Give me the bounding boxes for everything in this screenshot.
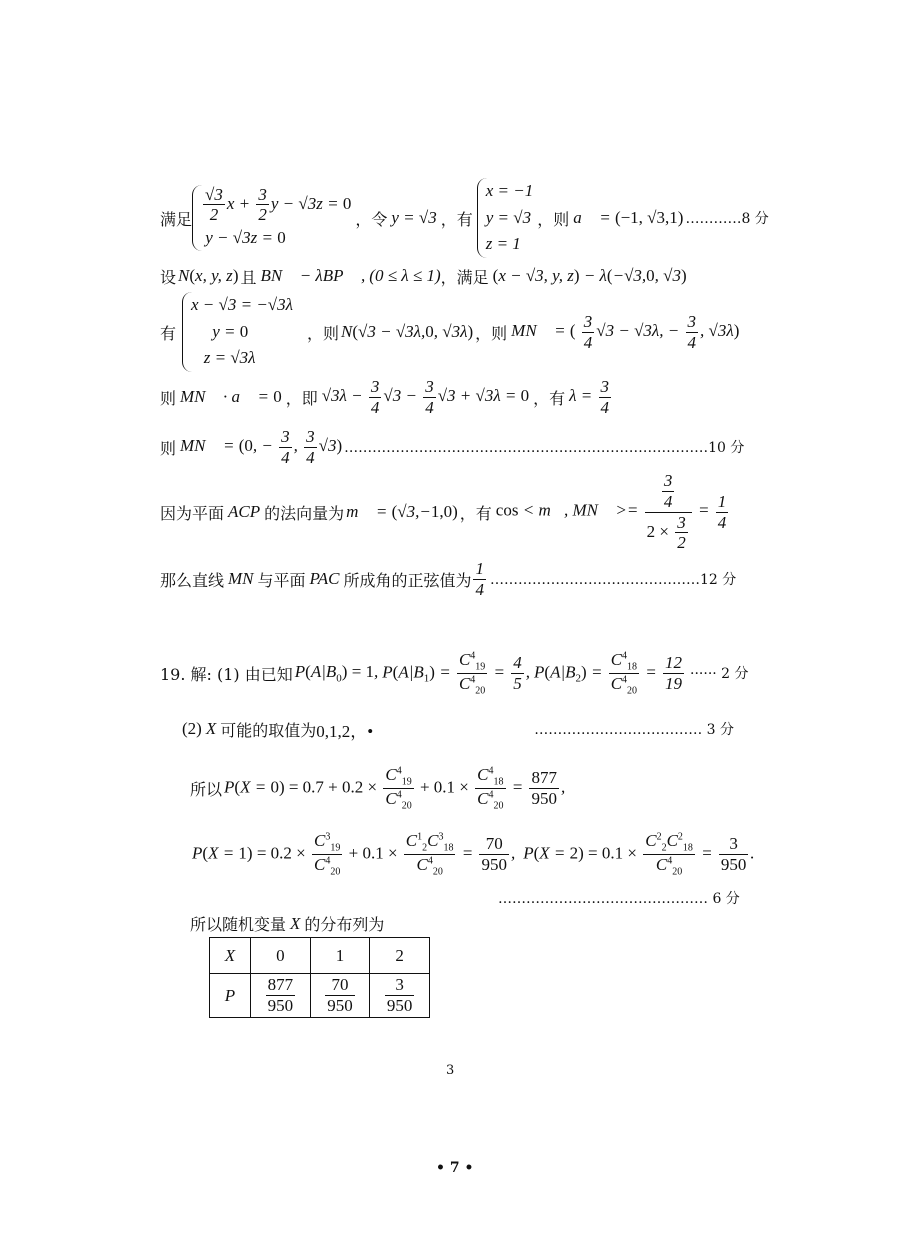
line-p-x0: 所以 P(X = 0) = 0.7 + 0.2 × $\frac{C^4_{19}}{C^4_{20}}$ + 0.1 × $\frac{C^4_{18}}{C^4_{20}}$ = $\frac{877}{950}$ , (190, 764, 566, 811)
line-plane-normal: 因为平面 ACP 的法向量为 m⃗ = (√3,−1,0) ，有 cos < m⃗, MN⃗ >= $\frac{3}{4}$ 2 × $\frac{3}{2}$ = $\frac{1}{4}$ (160, 471, 727, 553)
line-p-x1-x2: P(X = 1) = 0.2 × $\frac{C^3_{19}}{C^4_{20}}$ + 0.1 × $\frac{C^1_2C^3_{18}}{C^4_{20}}$ = $\frac{70}{950}$ , P(X = 2) = 0.1 × $\frac{C^2_2C^2_{18}}{C^4_{20}}$ = $\frac{3}{950}$ . (192, 830, 755, 877)
table-prob-2: $\frac{3}{950}$ (370, 974, 430, 1018)
page-number-inner: 3 (446, 1063, 455, 1078)
label-ze2: ，则 (307, 323, 340, 343)
part2-label: (2) (182, 719, 202, 738)
line-distribution-intro: 所以随机变量 X 的分布列为 (190, 913, 385, 934)
table-value-1: 1 (310, 938, 370, 974)
equation-system-3: x − √3 = −√3λ y = 0 z = √3λ (182, 292, 293, 371)
line-final-answer: 那么直线 MN 与平面 PAC 所成角的正弦值为 $\frac{1}{4}$ ………………………………………12 分 (160, 558, 737, 599)
label-you: ，有 (440, 209, 473, 229)
label-you2: 有 (160, 323, 177, 343)
table-value-0: 0 (251, 938, 311, 974)
distribution-table (209, 937, 430, 1018)
lambda-range: (0 ≤ λ ≤ 1) (369, 266, 441, 285)
table-prob-1: $\frac{70}{950}$ (310, 974, 370, 1018)
label-manzu: 满足 (160, 209, 193, 229)
label-you3: ，有 (533, 388, 566, 408)
label-ji: ，即 (285, 388, 318, 408)
line-mn-vector: 有 x − √3 = −√3λ y = 0 z = √3λ ，则 N(√3 − √3λ,0, √3λ) ，则 MN⃗ = ( $\frac{3}{4}$ √3 − √3λ, − $\frac{3}{4}$ , √3λ) (160, 296, 739, 368)
label-ze: ，则 (537, 209, 570, 229)
score-12: ………………………………………12 分 (489, 572, 737, 588)
label-suoyi: 所以 (190, 779, 223, 799)
part2-text: 可能的取值为 (220, 720, 317, 740)
line-q19-part1: 19. 解: (1) 由已知 $P(A|B_0) = 1$, $P(A|B_1)$ = $\frac{C^4_{19}}{C^4_{20}}$ = $\frac{4}{5}$ , $P(A|B_2)$ = $\frac{C^4_{18}}{C^4_{20}}$ = $\frac{12}{19}$ ······ 2 分 (160, 649, 749, 696)
line-q19-part2: (2) X 可能的取值为 0,1,2，• ……………………………… 3 分 (182, 716, 734, 742)
table-header-x: X (210, 938, 251, 974)
q19-label: 19. 解: (1) 由已知 (160, 664, 293, 684)
label-normal-pre: 因为平面 (160, 503, 225, 523)
equation-system-2: x = −1 y = √3 z = 1 (477, 178, 534, 257)
table-prob-0: $\frac{877}{950}$ (251, 974, 311, 1018)
label-qie: 且 (240, 267, 257, 287)
label-normal-mid: 的法向量为 (264, 503, 345, 523)
label-final-mid2: 所成角的正弦值为 (343, 570, 472, 590)
table-value-2: 2 (370, 938, 430, 974)
table-header-p: P (210, 974, 251, 1018)
score-2: ······ 2 分 (690, 666, 749, 682)
label-you4: ，有 (459, 503, 492, 523)
line-mn-result: 则 MN⃗ = (0, − $\frac{3}{4}$ , $\frac{3}{4}$ √3) ……………………………………………………………………10 分 (160, 426, 745, 467)
line-normal-system: 满足 $\frac{√3}{2}$ x + $\frac{3}{2}$ y − √3z = 0 y − √3z = 0 ，令 y = √3 ，有 x = −1 y = √3 z = 1 ，则 a⃗ = (−1, √3,1) …………8 分 (160, 178, 769, 258)
score-3: ……………………………… 3 分 (534, 722, 734, 738)
label-final-mid1: 与平面 (257, 570, 306, 590)
part2-values: 0,1,2，• (316, 721, 374, 741)
score-6: ……………………………………… 6 分 (498, 891, 740, 907)
label-ze4: 则 (160, 388, 177, 408)
label-ling: ，令 (355, 209, 388, 229)
dist-intro: 所以随机变量 (190, 915, 287, 934)
line-point-n: 设 N(x, y, z) 且 BN⃗ − λBP⃗ , (0 ≤ λ ≤ 1) ，满足 (x − √3, y, z) − λ(−√3,0, √3) (160, 266, 687, 287)
equation-system-1: $\frac{√3}{2}$ x + $\frac{3}{2}$ y − √3z = 0 y − √3z = 0 (192, 185, 351, 251)
label-ze5: 则 (160, 438, 177, 458)
score-8: …………8 分 (685, 211, 769, 227)
line-dot-product: 则 MN⃗ · a⃗ = 0 ，即 √3λ − $\frac{3}{4}$ √3 − $\frac{3}{4}$ √3 + √3λ = 0 ，有 λ = $\frac{3}{4}$ (160, 376, 610, 417)
dist-intro2: 的分布列为 (304, 915, 385, 934)
label-manzu2: ，满足 (440, 267, 489, 287)
label-she: 设 (160, 267, 177, 287)
page-number-footer: • 7 • (436, 1160, 474, 1176)
label-final-pre: 那么直线 (160, 570, 225, 590)
label-ze3: ，则 (475, 323, 508, 343)
score-10: ……………………………………………………………………10 分 (344, 440, 745, 456)
